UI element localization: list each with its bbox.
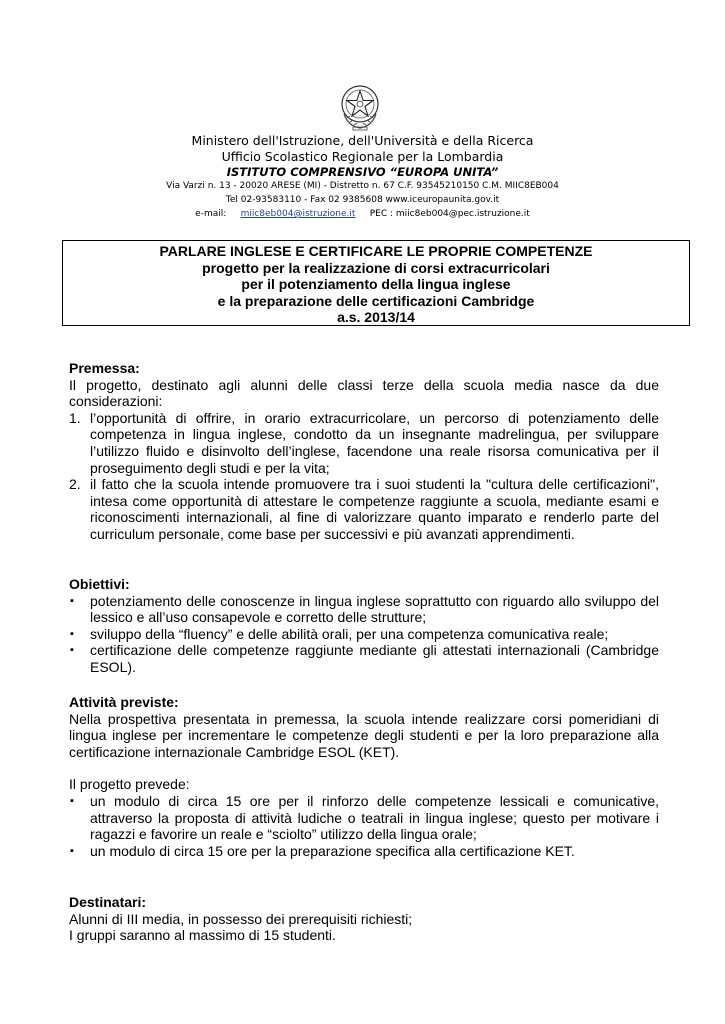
- title-line-3: per il potenziamento della lingua inglese: [241, 276, 511, 292]
- premessa-item-2: [69, 476, 659, 542]
- bullet-icon: ▪: [70, 627, 74, 640]
- attivita-text: Nella prospettiva presentata in premessa, la scuola intende realizzare corsi pomeridiani di lingua inglese per incrementare le competenze degli studenti e per la loro preparazione alla certificazione internazionale Cambridge ESOL (KET).: [69, 710, 659, 760]
- title-line-4: e la preparazione delle certificazioni Cambridge: [217, 292, 535, 309]
- item-number: 2.: [69, 476, 81, 493]
- destinatari-line-1: Alunni di III media, in possesso dei prerequisiti richiesti;: [69, 910, 413, 927]
- phone-line: Tel 02-93583110 - Fax 02 9385608 www.iceuropaunita.gov.it: [225, 195, 500, 205]
- item-text: sviluppo della “fluency” e delle abilità orali, per una competenza comunicativa reale;: [90, 625, 609, 642]
- item-text: un modulo di circa 15 ore per il rinforzo delle competenze lessicali e comunicative, attraverso la proposta di attività ludiche o teatrali in lingua inglese; questo per motivare i ragazzi e favorire un reale e “sciolto” utilizzo della lingua orale;: [90, 792, 659, 843]
- email-link[interactable]: miic8eb004@istruzione.it: [240, 209, 356, 219]
- ministry-line: Ministero dell'Istruzione, dell'Università e della Ricerca: [191, 133, 534, 148]
- italian-republic-emblem-icon: [338, 82, 382, 132]
- attivita-section: [69, 694, 659, 859]
- item-text: il fatto che la scuola intende promuovere tra i suoi studenti la "cultura delle certificazioni", intesa come opportunità di attestare le competenze raggiunte a scuola, mediante esami e riconoscimenti internazionali, al fine di valorizzare quanto imparato e renderlo parte del curriculum personale, come base per successivi e più avanzati apprendimenti.: [90, 476, 659, 542]
- item-text: l’opportunità di offrire, in orario extracurricolare, un percorso di potenziamento delle competenza in lingua inglese, condotto da un insegnante madrelingua, per sviluppare l’utilizzo fluido e disinvolto dell’inglese, facendone una reale risorsa comunicativa per il proseguimento degli studi e per la vita;: [90, 409, 659, 476]
- office-line: Ufficio Scolastico Regionale per la Lombardia: [221, 149, 504, 164]
- email-label: e-mail:: [195, 209, 227, 219]
- obiettivi-item-1: [69, 593, 659, 626]
- destinatari-section: [69, 894, 659, 944]
- premessa-intro: Il progetto, destinato agli alunni delle classi terze della scuola media nasce da due considerazioni:: [69, 376, 659, 410]
- obiettivi-heading: Obiettivi:: [69, 576, 130, 592]
- obiettivi-item-2: [69, 626, 659, 643]
- item-number: 1.: [69, 409, 81, 426]
- pec-address: PEC : miic8eb004@pec.istruzione.it: [369, 209, 530, 219]
- title-line-2: progetto per la realizzazione di corsi extracurricolari: [202, 259, 550, 276]
- title-line-5: a.s. 2013/14: [337, 309, 415, 325]
- obiettivi-section: [69, 576, 659, 676]
- title-line-1: PARLARE INGLESE E CERTIFICARE LE PROPRIE COMPETENZE: [159, 243, 593, 259]
- title-box: [62, 240, 690, 326]
- item-text: certificazione delle competenze raggiunte mediante gli attestati internazionali (Cambridge ESOL).: [90, 642, 659, 675]
- bullet-icon: ▪: [70, 794, 74, 807]
- premessa-item-1: [69, 410, 659, 476]
- item-text: un modulo di circa 15 ore per la preparazione specifica alla certificazione KET.: [90, 842, 575, 859]
- prevede-line: Il progetto prevede:: [69, 776, 190, 793]
- bullet-icon: ▪: [70, 644, 74, 657]
- attivita-heading: Attività previste:: [69, 694, 179, 710]
- destinatari-line-2: I gruppi saranno al massimo di 15 studenti.: [69, 927, 336, 944]
- attivita-item-2: [69, 843, 659, 860]
- item-text: potenziamento delle conoscenze in lingua inglese soprattutto con riguardo allo sviluppo del lessico e all’uso consapevole e corretto delle strutture;: [90, 592, 659, 626]
- premessa-heading: Premessa:: [69, 360, 140, 376]
- school-name: ISTITUTO COMPRENSIVO “EUROPA UNITA”: [226, 165, 499, 179]
- obiettivi-item-3: [69, 642, 659, 675]
- bullet-icon: ▪: [70, 594, 74, 607]
- premessa-section: [69, 360, 659, 543]
- address-line: Via Varzi n. 13 - 20020 ARESE (MI) - Distretto n. 67 C.F. 93545210150 C.M. MIIC8EB004: [166, 181, 559, 191]
- email-line: [0, 209, 725, 219]
- bullet-icon: ▪: [70, 844, 74, 857]
- destinatari-heading: Destinatari:: [69, 894, 147, 910]
- attivita-item-1: [69, 793, 659, 843]
